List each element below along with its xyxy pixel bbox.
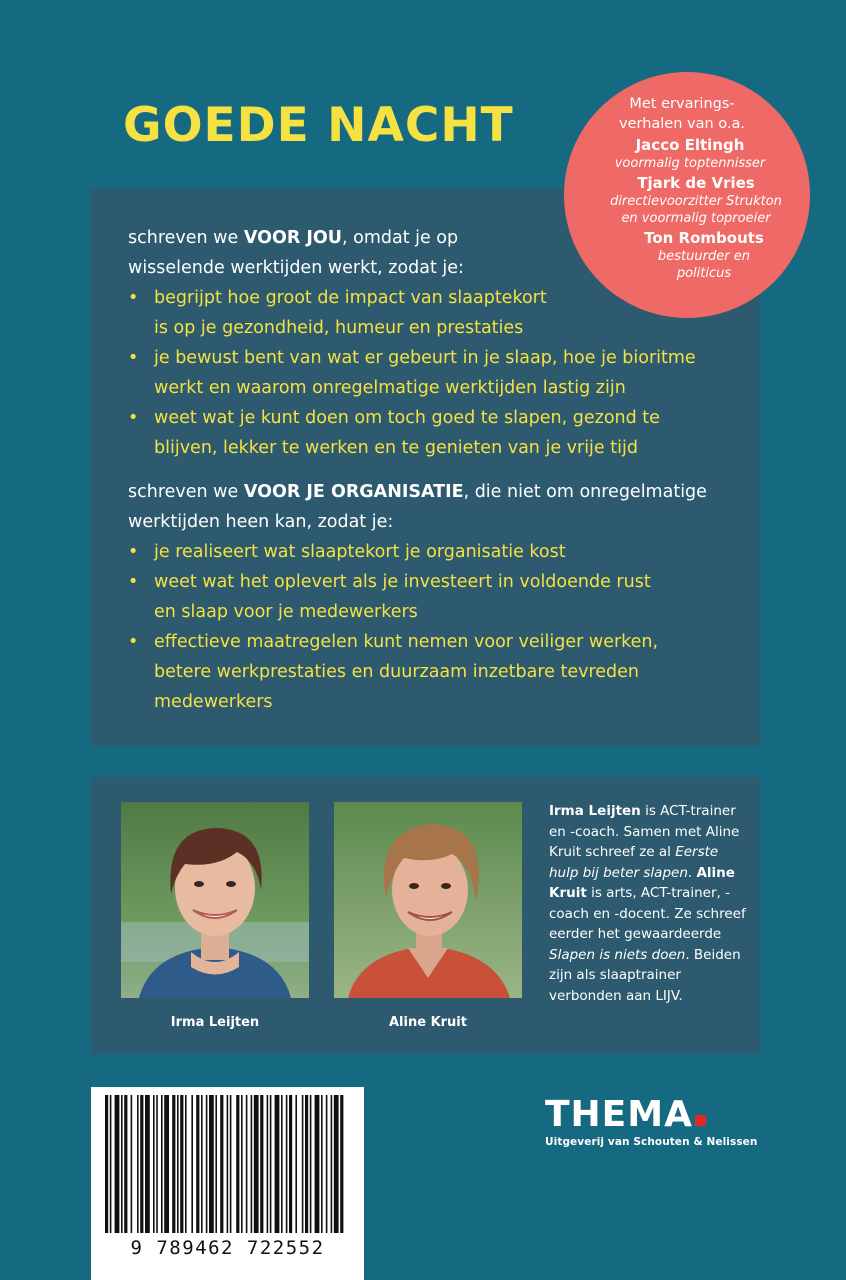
bio-text: . bbox=[687, 864, 697, 881]
barcode-bar bbox=[267, 1095, 269, 1233]
barcode-bar bbox=[220, 1095, 223, 1233]
author-photo-aline bbox=[334, 802, 522, 998]
barcode-bar bbox=[236, 1095, 239, 1233]
author-caption-aline: Aline Kruit bbox=[389, 1015, 467, 1030]
barcode-bar bbox=[286, 1095, 288, 1233]
barcode-bar bbox=[172, 1095, 175, 1233]
barcode-bar bbox=[164, 1095, 169, 1233]
section1-line2: wisselende werktijden werkt, zodat je: bbox=[128, 258, 464, 278]
bullet-line: medewerkers bbox=[154, 692, 273, 712]
badge-intro-line1: Met ervarings- bbox=[629, 96, 735, 112]
bullet-item bbox=[128, 343, 738, 403]
publisher-logo-text: THEMA bbox=[545, 1094, 693, 1135]
section2-intro bbox=[128, 477, 738, 507]
badge-person-role: voormalig toptennisser bbox=[614, 156, 766, 171]
logo-red-square bbox=[695, 1115, 706, 1126]
publisher-subtitle: Uitgeverij van Schouten & Nelissen bbox=[545, 1136, 758, 1148]
bullet-dot: • bbox=[128, 632, 139, 652]
bullet-item bbox=[128, 537, 738, 567]
bullet-dot: • bbox=[128, 348, 139, 368]
barcode-bar bbox=[115, 1095, 120, 1233]
bio-book-title: Slapen is niets doen bbox=[549, 946, 686, 963]
bullet-line: en slaap voor je medewerkers bbox=[154, 602, 418, 622]
barcode-bar bbox=[206, 1095, 208, 1233]
bio-text: . Beiden zijn als slaaptrainer verbonden aan LIJV. bbox=[549, 946, 741, 1004]
badge-person-role: bestuurder en bbox=[658, 249, 750, 264]
barcode-bar bbox=[110, 1095, 112, 1233]
barcode-bar bbox=[315, 1095, 320, 1233]
section2-pre: schreven we bbox=[128, 482, 244, 502]
barcode-bar bbox=[191, 1095, 193, 1233]
barcode-bar bbox=[201, 1095, 203, 1233]
section1-emphasis: VOOR JOU bbox=[243, 228, 342, 248]
barcode-bar bbox=[137, 1095, 139, 1233]
barcode-bar bbox=[326, 1095, 328, 1233]
barcode-bar bbox=[140, 1095, 143, 1233]
section1-post: , omdat je op bbox=[341, 228, 459, 248]
bullet-line: blijven, lekker te werken en te genieten van je vrije tijd bbox=[154, 438, 638, 458]
barcode-bar bbox=[230, 1095, 232, 1233]
bullet-line: weet wat je kunt doen om toch goed te slapen, gezond te bbox=[154, 408, 660, 428]
bio-name-aline: Aline Kruit bbox=[549, 864, 735, 901]
barcode-bar bbox=[196, 1095, 199, 1233]
barcode-bar bbox=[281, 1095, 283, 1233]
barcode-bar bbox=[270, 1095, 272, 1233]
bullet-line: effectieve maatregelen kunt nemen voor veiliger werken, bbox=[154, 632, 659, 652]
barcode-bar bbox=[321, 1095, 323, 1233]
barcode-bar bbox=[185, 1095, 187, 1233]
isbn-number: 9 789462 722552 bbox=[130, 1237, 325, 1259]
barcode-bar bbox=[180, 1095, 183, 1233]
barcode-bar bbox=[295, 1095, 297, 1233]
bio-text: is ACT-trainer en -coach. Samen met Aline Kruit schreef ze al bbox=[549, 803, 740, 860]
book-title: GOEDE NACHT bbox=[123, 98, 514, 153]
section2-line2: werktijden heen kan, zodat je: bbox=[128, 512, 394, 532]
badge-person-role: directievoorzitter Strukton bbox=[610, 194, 782, 209]
barcode-bar bbox=[153, 1095, 155, 1233]
bullet-dot: • bbox=[128, 288, 139, 308]
barcode-bar bbox=[254, 1095, 259, 1233]
barcode-bar bbox=[334, 1095, 339, 1233]
section2-emphasis: VOOR JE ORGANISATIE bbox=[243, 482, 464, 502]
barcode bbox=[91, 1087, 364, 1280]
authors-bio bbox=[549, 801, 749, 1006]
barcode-bar bbox=[305, 1095, 308, 1233]
badge-intro-line2: verhalen van o.a. bbox=[618, 116, 746, 132]
badge-person-name: Jacco Eltingh bbox=[635, 136, 745, 154]
barcode-bar bbox=[209, 1095, 214, 1233]
bullet-dot: • bbox=[128, 572, 139, 592]
barcode-bar bbox=[177, 1095, 179, 1233]
bullet-item bbox=[128, 403, 738, 463]
author-caption-irma: Irma Leijten bbox=[170, 1015, 260, 1030]
barcode-bar bbox=[241, 1095, 243, 1233]
barcode-bar bbox=[105, 1095, 108, 1233]
barcode-bar bbox=[289, 1095, 292, 1233]
badge-person-role: politicus bbox=[676, 266, 732, 281]
bullet-item bbox=[128, 567, 738, 627]
barcode-bars bbox=[91, 1087, 364, 1237]
section2-post: , die niet om onregelmatige bbox=[463, 482, 707, 502]
barcode-bar bbox=[121, 1095, 123, 1233]
badge-person-name: Ton Rombouts bbox=[644, 229, 764, 247]
badge-person-name: Tjark de Vries bbox=[637, 174, 755, 192]
barcode-bar bbox=[161, 1095, 163, 1233]
endorsement-badge bbox=[564, 72, 810, 318]
barcode-bar bbox=[215, 1095, 217, 1233]
barcode-bar bbox=[124, 1095, 127, 1233]
barcode-bar bbox=[302, 1095, 304, 1233]
bullet-line: is op je gezondheid, humeur en prestaties bbox=[154, 318, 524, 338]
bullet-dot: • bbox=[128, 408, 139, 428]
author-photo-irma bbox=[121, 802, 309, 998]
section1-pre: schreven we bbox=[128, 228, 244, 248]
barcode-bar bbox=[145, 1095, 150, 1233]
bullet-line: begrijpt hoe groot de impact van slaaptekort bbox=[154, 288, 547, 308]
section2-bullets bbox=[128, 537, 738, 717]
barcode-bar bbox=[246, 1095, 248, 1233]
bullet-line: je realiseert wat slaaptekort je organisatie kost bbox=[154, 542, 566, 562]
bullet-dot: • bbox=[128, 542, 139, 562]
bullet-item bbox=[128, 627, 738, 717]
barcode-bar bbox=[260, 1095, 263, 1233]
bullet-line: betere werkprestaties en duurzaam inzetbare tevreden bbox=[154, 662, 640, 682]
barcode-bar bbox=[131, 1095, 133, 1233]
bio-text: is arts, ACT-trainer, -coach en -docent. Ze schreef eerder het gewaardeerde bbox=[549, 885, 746, 942]
barcode-bar bbox=[227, 1095, 229, 1233]
publisher-logo bbox=[545, 1095, 757, 1148]
bullet-line: werkt en waarom onregelmatige werktijden lastig zijn bbox=[154, 378, 626, 398]
barcode-bar bbox=[156, 1095, 158, 1233]
barcode-bar bbox=[331, 1095, 333, 1233]
bio-book-title: Eerste hulp bij beter slapen bbox=[549, 844, 719, 881]
bio-name-irma: Irma Leijten bbox=[549, 803, 641, 819]
barcode-bar bbox=[340, 1095, 343, 1233]
barcode-bar bbox=[310, 1095, 312, 1233]
badge-person-role: en voormalig toproeier bbox=[621, 211, 771, 226]
bullet-line: weet wat het oplevert als je investeert in voldoende rust bbox=[154, 572, 651, 592]
barcode-bar bbox=[251, 1095, 253, 1233]
barcode-bar bbox=[275, 1095, 280, 1233]
bullet-line: je bewust bent van wat er gebeurt in je slaap, hoe je bioritme bbox=[154, 348, 696, 368]
